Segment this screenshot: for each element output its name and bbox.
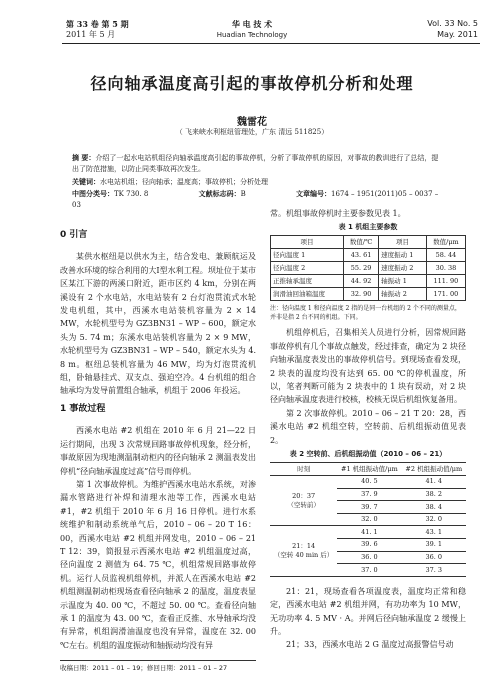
grid-connection-paragraph: 21：21，现场查看各项温度表，温度均正常和稳定，西溪水电站 #2 机组并网，有功功率为 10 MW，无功功率 4. 5 MV · A。并网后径向轴承温度 2 缓慢上升。 [270, 586, 466, 637]
table-row [271, 288, 466, 301]
table-cell: 39. 7 [337, 501, 401, 514]
left-column [60, 224, 256, 652]
table-row [270, 526, 466, 539]
header-rule [62, 43, 480, 44]
table-cell: 40. 5 [337, 476, 401, 489]
abstract-text-1: 介绍了一起水电站机组径向轴承温度高引起的事故停机，分析了事故停机的原因，对事故的教训进行了总结，提 [95, 154, 439, 162]
journal-name: 华 电 技 术 [231, 19, 273, 29]
table-header-cell: 项目 [379, 236, 427, 249]
table-cell: 41. 1 [337, 526, 401, 539]
issue-date-en: May. 2011 [437, 30, 478, 39]
table-cell: 44. 92 [344, 275, 379, 288]
table1-caption: 表 1 机组主要参数 [338, 223, 398, 232]
table1-note: 注：径向温度 1 和径向温度 2 指的是同一台机组的 2 个不同的测量点，并非是指 2 台不同的机组。下同。 [270, 305, 461, 322]
table-row [271, 249, 466, 262]
table1-intro: 常。机组事故停机时主要参数见表 1。 [270, 209, 406, 218]
article-no-label: 文章编号： [296, 190, 332, 198]
clc-label: 中图分类号： [72, 190, 114, 198]
keywords-label: 关键词： [72, 178, 100, 186]
table-header-row [270, 463, 466, 476]
table-cell: 32. 0 [337, 513, 401, 526]
table-cell: 速度振动 1 [379, 249, 427, 262]
group-state: （空转前） [287, 500, 320, 509]
table-row [270, 476, 466, 489]
volume-issue: 第 33 卷 第 5 期 [66, 19, 129, 29]
group-state: （空转 40 min 后） [273, 551, 334, 560]
table-cell: 36. 0 [337, 551, 401, 564]
table-cell: 171. 00 [426, 288, 465, 301]
keywords-text: 水电站机组；径向轴承；温度高；事故停机；分析处理 [100, 178, 268, 186]
table-cell: 39. 1 [402, 539, 466, 552]
group-label [270, 526, 337, 576]
running-header [0, 0, 504, 44]
clc-value: TK 730. 8 [114, 190, 149, 198]
table-cell: 32. 90 [344, 288, 379, 301]
table-cell: 43. 1 [402, 526, 466, 539]
issue-date: 2011 年 5 月 [66, 30, 116, 39]
abstract-label: 摘 要： [72, 154, 96, 162]
table2-caption: 表 2 空转前、后机组振动值（2010 – 06 – 21） [289, 450, 447, 459]
table-cell: 58. 44 [426, 249, 465, 262]
table-cell: 37. 0 [337, 564, 401, 577]
analysis-paragraph: 机组停机后，召集相关人员进行分析，因常规回路事故停机有几个事故点触发，经过排查，确定为 2 块径向轴承温度表发出的事故停机信号。到现场查看发现，2 块表的温度均没有达到 65. 00 ℃的停机温度，所以，笔者判断可能为 2 块表中的 1 块有误动，对 2 块径向轴承温度表进行校核，校核无误后机组恢复备用。 [270, 328, 466, 405]
group-time: 21：14 [292, 542, 316, 551]
table-cell: 111. 90 [426, 275, 465, 288]
table-header-cell: 数值/μm [426, 236, 465, 249]
table-header-cell: 时刻 [270, 463, 337, 476]
table-cell: 37. 9 [337, 488, 401, 501]
table-cell: 41. 4 [402, 476, 466, 489]
table-cell: 径向温度 1 [271, 249, 344, 262]
volume-issue-en: Vol. 33 No. 5 [427, 19, 478, 28]
table-row [271, 275, 466, 288]
section-heading-accident: 1 事故过程 [60, 403, 106, 414]
table-cell: 正推轴承温度 [271, 275, 344, 288]
doc-code-label: 文献标志码： [198, 190, 241, 198]
group-time: 20：37 [292, 491, 316, 500]
article-no-value: 1674 – 1951(2011)05 – 0037 – 03 [72, 190, 439, 209]
section-heading-intro: 0 引言 [60, 230, 88, 240]
table-cell: 37. 3 [402, 564, 466, 577]
table-header-row [271, 236, 466, 249]
table-header-cell: 项目 [271, 236, 344, 249]
table-cell: 55. 29 [344, 262, 379, 275]
table-cell: 润滑油回油箱温度 [271, 288, 344, 301]
table-cell: 38. 2 [402, 488, 466, 501]
author: 魏雷花 [237, 117, 267, 128]
table-cell: 速度振动 2 [379, 262, 427, 275]
table-cell: 32. 0 [402, 513, 466, 526]
second-shutdown-paragraph: 第 2 次事故停机。2010 – 06 – 21 T 20：28，西溪水电站 #2 机组空转，空转前、后机组振动值见表 2。 [270, 408, 466, 445]
table1 [270, 235, 466, 301]
table-cell: 轴振动 1 [379, 275, 427, 288]
accident-paragraph-1: 西溪水电站 #2 机组在 2010 年 6 月 21—22 日运行期间，出现 3 次常规回路事故停机现象，经分析，事故原因为现地测温制动柜内的径向轴承 2 测温表发出停机“径向轴承温度过高”信号而停机。 [60, 426, 256, 476]
table-cell: 径向温度 2 [271, 262, 344, 275]
received-date-footnote: 收稿日期：2011 – 01 – 19；修回日期：2011 – 01 – 27 [60, 660, 256, 672]
right-column [270, 207, 466, 652]
affiliation: （ 飞来峡水利枢纽管理处，广东 清远 511825） [175, 128, 329, 136]
group-label [270, 476, 337, 526]
journal-name-en: Huadian Technology [216, 31, 288, 39]
keywords [72, 177, 472, 188]
accident-paragraph-2: 第 1 次事故停机。为维护西溪水电站水系统，对渗漏水管路进行补焊和清理水池等工作，西溪水电站 #1，#2 机组于 2010 年 6 月 16 日停机。进行水系统维护和制动系统单气后，2010 – 06 – 20 T 16：00，西溪水电站 #2 机组并网发电，2010 – 06 – 21 T 12：39，简报显示西溪水电站 #2 机组温度过高，径向温度 2 测值为 64. 75 ℃，机组常规回路事故停机。运行人员监视机组停机，并派人在西溪水电站 #2 机组测温制动柜现场查看径向轴承 2 的温度，温度表显示温度为 40. 00 ℃，不超过 50. 00 ℃。查看径向轴承 1 的温度为 43. 00 ℃，查看正反推、水导轴承均没有异常，机组润滑油温度也没有异常，温度在 32. 00 ℃左右。机组的温度振动和轴振动均没有异 [60, 479, 256, 650]
table-cell: 38. 4 [402, 501, 466, 514]
table-header-cell: #1 机组振动值/μm [337, 463, 401, 476]
abstract-text-2: 出了防范措施，以防止同类事故再次发生。 [72, 165, 205, 173]
table-cell: 43. 61 [344, 249, 379, 262]
abstract-line-2 [72, 164, 472, 175]
paper-title: 径向轴承温度高引起的事故停机分析和处理 [90, 74, 414, 93]
table-header-cell: #2 机组振动值/μm [402, 463, 466, 476]
table-cell: 轴振动 2 [379, 288, 427, 301]
table-header-cell: 数值/℃ [344, 236, 379, 249]
intro-paragraph: 某供水枢纽是以供水为主，结合发电、兼顾航运及改善水环境的综合利用的大Ⅰ型水利工程。坝址位于某市区某江下游的两溪口附近，距市区约 4 km，分别在两溪设有 2 个水电站，水电站装有 2 台灯泡贯流式水轮发电机组，其中，西溪水电站装机容量为 2 × 14 MW，水轮机型号为 GZ3BN31 – WP – 600，额定水头为 5. 74 m；东溪水电站装机容量为 2 × 9 MW，水轮机型号为 GZ3BN31 – WP – 540，额定水头为 4. 8 m。枢纽总装机容量为 46 MW，均为灯泡贯流机组，卧轴悬挂式、双支点、强迫空冷。4 台机组的组合轴承均为发导前置组合轴承，机组于 2006 年投运。 [60, 252, 256, 396]
table-cell: 36. 0 [402, 551, 466, 564]
table-cell: 30. 38 [426, 262, 465, 275]
table-cell: 39. 6 [337, 539, 401, 552]
alarm-paragraph: 21；33，西溪水电站 2 G 温度过高报警信号动 [286, 640, 454, 650]
abstract-line-1 [72, 153, 472, 164]
table-row [271, 262, 466, 275]
doc-code-value: B [240, 190, 246, 198]
table2 [270, 462, 466, 577]
